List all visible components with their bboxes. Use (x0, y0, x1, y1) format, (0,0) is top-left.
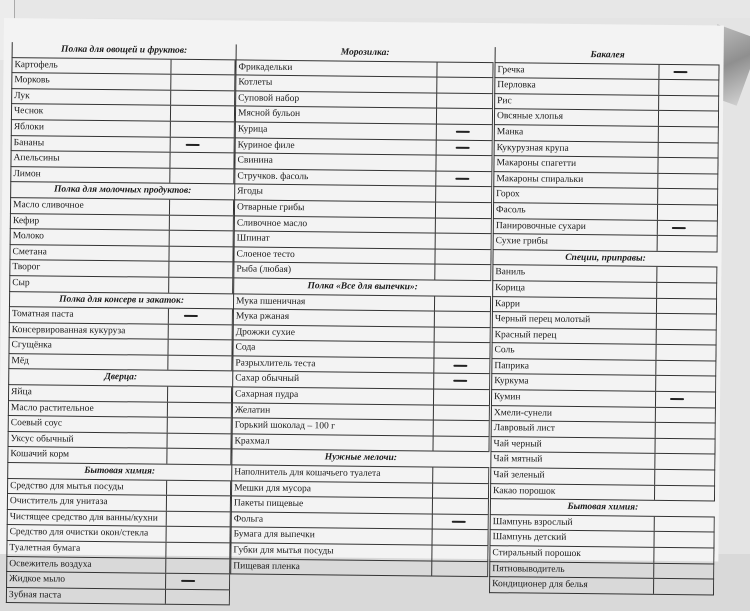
check-cell[interactable] (170, 90, 171, 107)
item-name: Мясной бульон (237, 108, 301, 120)
table-border (488, 467, 489, 484)
table-border (490, 264, 491, 281)
table-border (491, 171, 492, 188)
table-border (490, 327, 491, 344)
check-cell[interactable] (433, 404, 434, 421)
item-name: Панировочные сухари (495, 220, 586, 232)
check-cell[interactable] (655, 406, 656, 423)
item-name: Черный перец молотый (494, 314, 591, 326)
list-item (231, 434, 489, 452)
table-border (718, 80, 719, 97)
check-cell[interactable] (434, 248, 435, 265)
item-name: Средство для мытья посуды (10, 480, 124, 492)
table-border (490, 311, 491, 328)
item-name: Сгущёнка (11, 340, 52, 351)
column-3 (489, 47, 720, 595)
item-name: Наполнитель для кошачьего туалета (234, 467, 381, 479)
list-item (489, 577, 714, 595)
check-cell[interactable] (656, 266, 657, 283)
pen-mark (453, 380, 467, 382)
table-border (492, 77, 493, 94)
item-name: Куриное филе (237, 140, 295, 151)
table-border (491, 218, 492, 235)
table-border (718, 95, 719, 112)
item-name: Бананы (13, 137, 45, 148)
item-name: Зубная паста (8, 589, 62, 601)
item-name: Жидкое мыло (9, 574, 66, 585)
item-name: Сахар обычный (235, 373, 300, 385)
list-item (493, 234, 718, 252)
item-name: Корица (495, 283, 525, 294)
item-name: Апельсины (13, 153, 60, 164)
table-border (715, 423, 716, 440)
check-cell[interactable] (433, 357, 434, 374)
item-name: Суповой набор (238, 93, 300, 104)
table-border (715, 360, 716, 377)
table-border (717, 173, 718, 190)
table-border (714, 438, 715, 455)
item-name: Хмели-сунели (493, 407, 552, 419)
section-title: Полка для молочных продуктов: (10, 182, 234, 200)
check-cell[interactable] (653, 578, 654, 595)
item-name: Чистящее средство для ванны/кухни (9, 511, 158, 524)
list-item (490, 484, 715, 502)
check-cell[interactable] (169, 199, 170, 216)
table-border (713, 547, 714, 564)
item-name: Разрыхлитель теста (235, 358, 316, 370)
table-border (492, 62, 493, 79)
check-cell[interactable] (168, 261, 169, 278)
table-border (718, 111, 719, 128)
check-cell[interactable] (433, 389, 434, 406)
item-name: Стиральный порошок (492, 548, 581, 560)
item-name: Крахмал (234, 436, 270, 447)
item-name: Чай мятный (493, 454, 543, 466)
table-border (718, 64, 719, 81)
section-title: Бытовая химия: (490, 499, 715, 517)
table-border (717, 158, 718, 175)
check-cell[interactable] (170, 136, 171, 153)
check-cell[interactable] (168, 277, 169, 294)
check-cell[interactable] (167, 417, 168, 434)
item-name: Молоко (12, 231, 44, 242)
check-cell[interactable] (435, 233, 436, 250)
item-name: Желатин (234, 405, 271, 416)
item-name: Мёд (11, 355, 29, 367)
table-border (490, 249, 491, 266)
item-name: Стручков. фасоль (237, 171, 309, 182)
check-cell[interactable] (434, 295, 435, 312)
item-name: Освежитель воздуха (9, 558, 92, 570)
table-border (489, 358, 490, 375)
check-cell[interactable] (432, 467, 433, 484)
check-cell[interactable] (169, 214, 170, 231)
check-cell[interactable] (166, 448, 167, 465)
section-title: Бытовая химия: (7, 463, 231, 481)
check-cell[interactable] (170, 74, 171, 91)
check-cell[interactable] (653, 531, 654, 548)
item-name: Лук (14, 90, 30, 102)
item-name: Сахарная пудра (235, 389, 299, 401)
table-border (229, 589, 230, 606)
pen-mark (670, 398, 684, 400)
check-cell[interactable] (434, 326, 435, 343)
table-border (718, 142, 719, 159)
check-cell[interactable] (658, 110, 659, 127)
pen-mark (186, 143, 200, 145)
list-item (7, 447, 231, 465)
item-name: Шампунь взрослый (492, 516, 573, 528)
item-name: Чеснок (13, 106, 44, 117)
check-cell[interactable] (655, 344, 656, 361)
pen-mark (181, 580, 195, 582)
item-name: Шампунь детский (492, 532, 567, 544)
item-name: Котлеты (238, 77, 273, 88)
check-cell[interactable] (654, 469, 655, 486)
check-cell[interactable] (169, 167, 170, 184)
check-cell[interactable] (431, 529, 432, 546)
check-cell[interactable] (431, 545, 432, 562)
check-cell[interactable] (653, 562, 654, 579)
table-border (487, 561, 488, 578)
item-name: Сода (235, 342, 256, 353)
table-border (489, 342, 490, 359)
pen-mark (453, 365, 467, 367)
item-name: Фрикадельки (238, 62, 293, 73)
table-border (717, 220, 718, 237)
check-cell[interactable] (168, 323, 169, 340)
check-cell[interactable] (656, 297, 657, 314)
check-cell[interactable] (653, 547, 654, 564)
check-cell[interactable] (436, 139, 437, 156)
item-name: Пакеты пищевые (233, 498, 304, 510)
pen-mark (456, 146, 470, 148)
item-name: Дрожжи сухие (235, 327, 296, 338)
list-item (233, 263, 491, 281)
table-border (229, 574, 230, 591)
table-border (488, 498, 489, 515)
item-name: Кумин (494, 392, 521, 403)
item-name: Горький шоколад – 100 г (234, 420, 336, 432)
table-border (491, 233, 492, 250)
item-name: Пищевая пленка (233, 561, 300, 572)
check-cell[interactable] (165, 588, 166, 605)
check-cell[interactable] (657, 219, 658, 236)
check-cell[interactable] (657, 235, 658, 252)
table-border (487, 545, 488, 562)
list-item (10, 167, 234, 185)
check-cell[interactable] (434, 311, 435, 328)
item-name: Мешки для мусора (234, 483, 312, 494)
table-border (713, 579, 714, 596)
check-cell[interactable] (167, 355, 168, 372)
table-border (489, 389, 490, 406)
item-name: Фасоль (495, 205, 526, 216)
check-cell[interactable] (168, 245, 169, 262)
table-border (717, 236, 718, 253)
check-cell[interactable] (658, 63, 659, 80)
item-name: Бумага для выпечки (233, 529, 315, 541)
table-border (492, 93, 493, 110)
item-name: Творог (12, 262, 41, 273)
section-title: Бакалея (495, 47, 720, 65)
check-cell[interactable] (433, 373, 434, 390)
check-cell[interactable] (436, 77, 437, 94)
check-cell[interactable] (436, 123, 437, 140)
item-name: Пятновыводитель (492, 563, 565, 575)
table-border (492, 108, 493, 125)
check-cell[interactable] (169, 152, 170, 169)
section-title: Специи, приправы: (492, 250, 717, 268)
checklist-sheet (0, 18, 724, 601)
pen-mark (456, 131, 470, 133)
item-name: Отварные грибы (236, 202, 305, 214)
item-name: Соевый соус (10, 418, 63, 429)
item-name: Масло растительное (10, 402, 94, 414)
item-name: Губки для мытья посуды (233, 545, 334, 557)
check-cell[interactable] (658, 141, 659, 158)
item-name: Ягоды (237, 186, 263, 198)
item-name: Мука пшеничная (235, 295, 306, 307)
pen-mark (452, 521, 466, 523)
check-cell[interactable] (658, 79, 659, 96)
check-cell[interactable] (170, 105, 171, 122)
item-name: Овсяные хлопья (496, 111, 564, 123)
table-border (487, 529, 488, 546)
item-name: Очиститель для унитаза (9, 496, 108, 508)
check-cell[interactable] (433, 420, 434, 437)
list-item (230, 559, 488, 577)
item-name: Шпинат (236, 233, 270, 244)
item-name: Кукурузная крупа (496, 142, 569, 154)
check-cell[interactable] (432, 482, 433, 499)
check-cell[interactable] (165, 557, 166, 574)
table-border (716, 314, 717, 331)
item-name: Макароны спагетти (496, 158, 577, 170)
item-name: Средство для очистки окон/стекла (9, 527, 149, 539)
check-cell[interactable] (654, 516, 655, 533)
section-title: Дверца: (8, 370, 232, 388)
check-cell[interactable] (432, 513, 433, 530)
table-border (717, 204, 718, 221)
item-name: Сыр (12, 278, 30, 289)
table-border (715, 376, 716, 393)
pen-mark (673, 71, 687, 73)
table-border (715, 345, 716, 362)
table-border (714, 516, 715, 533)
item-name: Рис (497, 95, 512, 107)
table-border (488, 483, 489, 500)
table-border (488, 436, 489, 453)
item-name: Чай черный (493, 438, 542, 450)
top-edge (0, 0, 750, 18)
section-title: Нужные мелочи: (231, 450, 489, 468)
table-border (714, 469, 715, 486)
list-item (8, 354, 232, 372)
check-cell[interactable] (654, 484, 655, 501)
item-name: Кефир (12, 215, 40, 226)
check-cell[interactable] (655, 360, 656, 377)
table-border (716, 298, 717, 315)
check-cell[interactable] (434, 264, 435, 281)
item-name: Слоеное тесто (236, 249, 295, 260)
table-border (716, 267, 717, 284)
table-border (491, 202, 492, 219)
item-name: Какао порошок (493, 485, 556, 497)
check-cell[interactable] (435, 155, 436, 172)
item-name: Мука ржаная (235, 311, 290, 323)
table-border (489, 405, 490, 422)
check-cell[interactable] (165, 542, 166, 559)
check-cell[interactable] (656, 282, 657, 299)
item-name: Яблоки (13, 122, 45, 133)
check-cell[interactable] (166, 433, 167, 450)
item-name: Яйца (11, 387, 32, 398)
check-cell[interactable] (657, 173, 658, 190)
check-cell[interactable] (433, 342, 434, 359)
section-title: Морозилка: (236, 44, 494, 62)
item-name: Сливочное масло (236, 217, 308, 229)
check-cell[interactable] (436, 108, 437, 125)
table-border (491, 155, 492, 172)
table-border (715, 392, 716, 409)
item-name: Гречка (497, 64, 525, 76)
check-cell[interactable] (167, 386, 168, 403)
item-name: Соль (494, 345, 515, 356)
check-cell[interactable] (435, 201, 436, 218)
check-cell[interactable] (170, 58, 171, 75)
check-cell[interactable] (657, 188, 658, 205)
check-cell[interactable] (432, 435, 433, 452)
check-cell[interactable] (166, 526, 167, 543)
pen-mark (184, 315, 198, 317)
check-cell[interactable] (166, 495, 167, 512)
table-border (489, 420, 490, 437)
item-name: Картофель (14, 59, 58, 71)
check-cell[interactable] (431, 560, 432, 577)
item-name: Куркума (494, 376, 529, 387)
table-border (718, 126, 719, 143)
list-item (6, 588, 230, 606)
item-name: Сметана (12, 246, 47, 258)
check-cell[interactable] (654, 438, 655, 455)
item-name: Манка (496, 127, 524, 138)
table-border (714, 454, 715, 471)
check-cell[interactable] (656, 329, 657, 346)
item-name: Перловка (497, 80, 536, 91)
item-name: Макароны спиральки (496, 173, 584, 185)
table-border (490, 296, 491, 313)
check-cell[interactable] (655, 375, 656, 392)
table-border (492, 124, 493, 141)
item-name: Паприка (494, 361, 529, 372)
item-name: Туалетная бумага (9, 543, 81, 554)
check-cell[interactable] (657, 157, 658, 174)
item-name: Рыба (любая) (236, 264, 292, 276)
table-border (716, 329, 717, 346)
table-border (489, 374, 490, 391)
column-2 (230, 44, 494, 577)
check-cell[interactable] (166, 479, 167, 496)
item-name: Сухие грибы (495, 236, 548, 247)
item-name: Морковь (14, 75, 50, 86)
check-cell[interactable] (169, 230, 170, 247)
table-border (488, 514, 489, 531)
check-cell[interactable] (436, 61, 437, 78)
check-cell[interactable] (170, 121, 171, 138)
item-name: Кондиционер для белья (492, 579, 588, 591)
table-border (717, 189, 718, 206)
item-name: Кошачий корм (10, 449, 70, 461)
check-cell[interactable] (436, 92, 437, 109)
table-border (491, 186, 492, 203)
item-name: Чай зеленый (493, 470, 545, 481)
check-cell[interactable] (654, 453, 655, 470)
table-border (716, 282, 717, 299)
item-name: Уксус обычный (10, 433, 74, 445)
check-cell[interactable] (657, 204, 658, 221)
check-cell[interactable] (166, 511, 167, 528)
list-item (9, 276, 233, 294)
item-name: Томатная паста (11, 309, 74, 320)
table-border (713, 563, 714, 580)
check-cell[interactable] (435, 217, 436, 234)
table-border (713, 532, 714, 549)
pen-mark (672, 227, 686, 229)
item-name: Карри (494, 298, 521, 309)
item-name: Фольга (233, 514, 264, 525)
check-cell[interactable] (656, 313, 657, 330)
table-border (714, 485, 715, 502)
check-cell[interactable] (165, 573, 166, 590)
check-cell[interactable] (658, 95, 659, 112)
pen-mark (455, 177, 469, 179)
table-border (715, 407, 716, 424)
item-name: Свинина (237, 155, 273, 166)
check-cell[interactable] (167, 339, 168, 356)
item-name: Лимон (13, 168, 41, 180)
check-cell[interactable] (168, 308, 169, 325)
item-name: Курица (237, 124, 268, 135)
item-name: Масло сливочное (12, 200, 84, 211)
check-cell[interactable] (435, 170, 436, 187)
check-cell[interactable] (432, 498, 433, 515)
item-name: Горох (496, 189, 520, 200)
check-cell[interactable] (655, 422, 656, 439)
section-title: Полка для консерв и закаток: (9, 292, 233, 310)
check-cell[interactable] (658, 126, 659, 143)
section-title: Полка «Все для выпечки»: (233, 278, 491, 296)
section-title: Полка для овощей и фруктов: (12, 42, 236, 60)
item-name: Лавровый лист (493, 423, 555, 435)
check-cell[interactable] (655, 391, 656, 408)
item-name: Консервированная кукуруза (11, 324, 126, 336)
item-name: Красный перец (494, 329, 557, 341)
check-cell[interactable] (167, 401, 168, 418)
item-name: Ваниль (495, 267, 526, 278)
table-border (492, 140, 493, 157)
column-1 (6, 42, 236, 606)
check-cell[interactable] (435, 186, 436, 203)
